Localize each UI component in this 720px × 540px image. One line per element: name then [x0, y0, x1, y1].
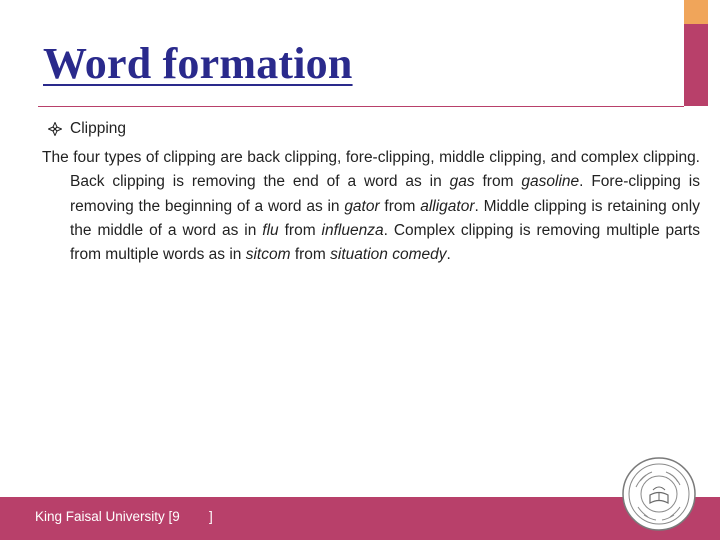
paragraph-text: . Fore-clipping is removing the beginning of a word as in: [70, 173, 700, 215]
accent-block-top: [684, 0, 708, 24]
example-word: gasoline: [521, 173, 580, 191]
footer-bracket: ]: [209, 509, 213, 524]
paragraph-text: The four types of clipping are back clipping, fore-clipping, middle clipping, and complex clipping. Back clipping is removing the end of a word as in: [42, 149, 700, 191]
title-divider: [38, 106, 684, 107]
paragraph-text: from: [278, 221, 322, 239]
example-word: sitcom: [245, 246, 291, 264]
example-word: influenza: [321, 221, 384, 239]
example-word: gas: [449, 173, 475, 191]
example-word: gator: [344, 197, 380, 215]
body-paragraph: [42, 146, 700, 267]
diamond-bullet-icon: [48, 122, 62, 136]
bullet-item: [48, 120, 126, 138]
paragraph-text: . Middle clipping is retaining only the middle of a word as in: [70, 197, 700, 239]
example-word: flu: [262, 221, 279, 239]
slide-title: Word formation: [43, 39, 353, 88]
example-word: alligator: [420, 197, 475, 215]
paragraph-text: from: [290, 246, 331, 264]
paragraph-text: from: [474, 173, 522, 191]
example-word: situation comedy: [330, 246, 447, 264]
accent-block-right: [684, 24, 708, 106]
paragraph-text: from: [379, 197, 421, 215]
bullet-heading: Clipping: [70, 120, 127, 137]
paragraph-text: . Complex clipping is removing multiple parts from multiple words as in: [70, 221, 700, 264]
footer-institution: King Faisal University [9: [35, 509, 180, 524]
paragraph-text: .: [446, 246, 451, 264]
university-seal-icon: [622, 457, 696, 531]
